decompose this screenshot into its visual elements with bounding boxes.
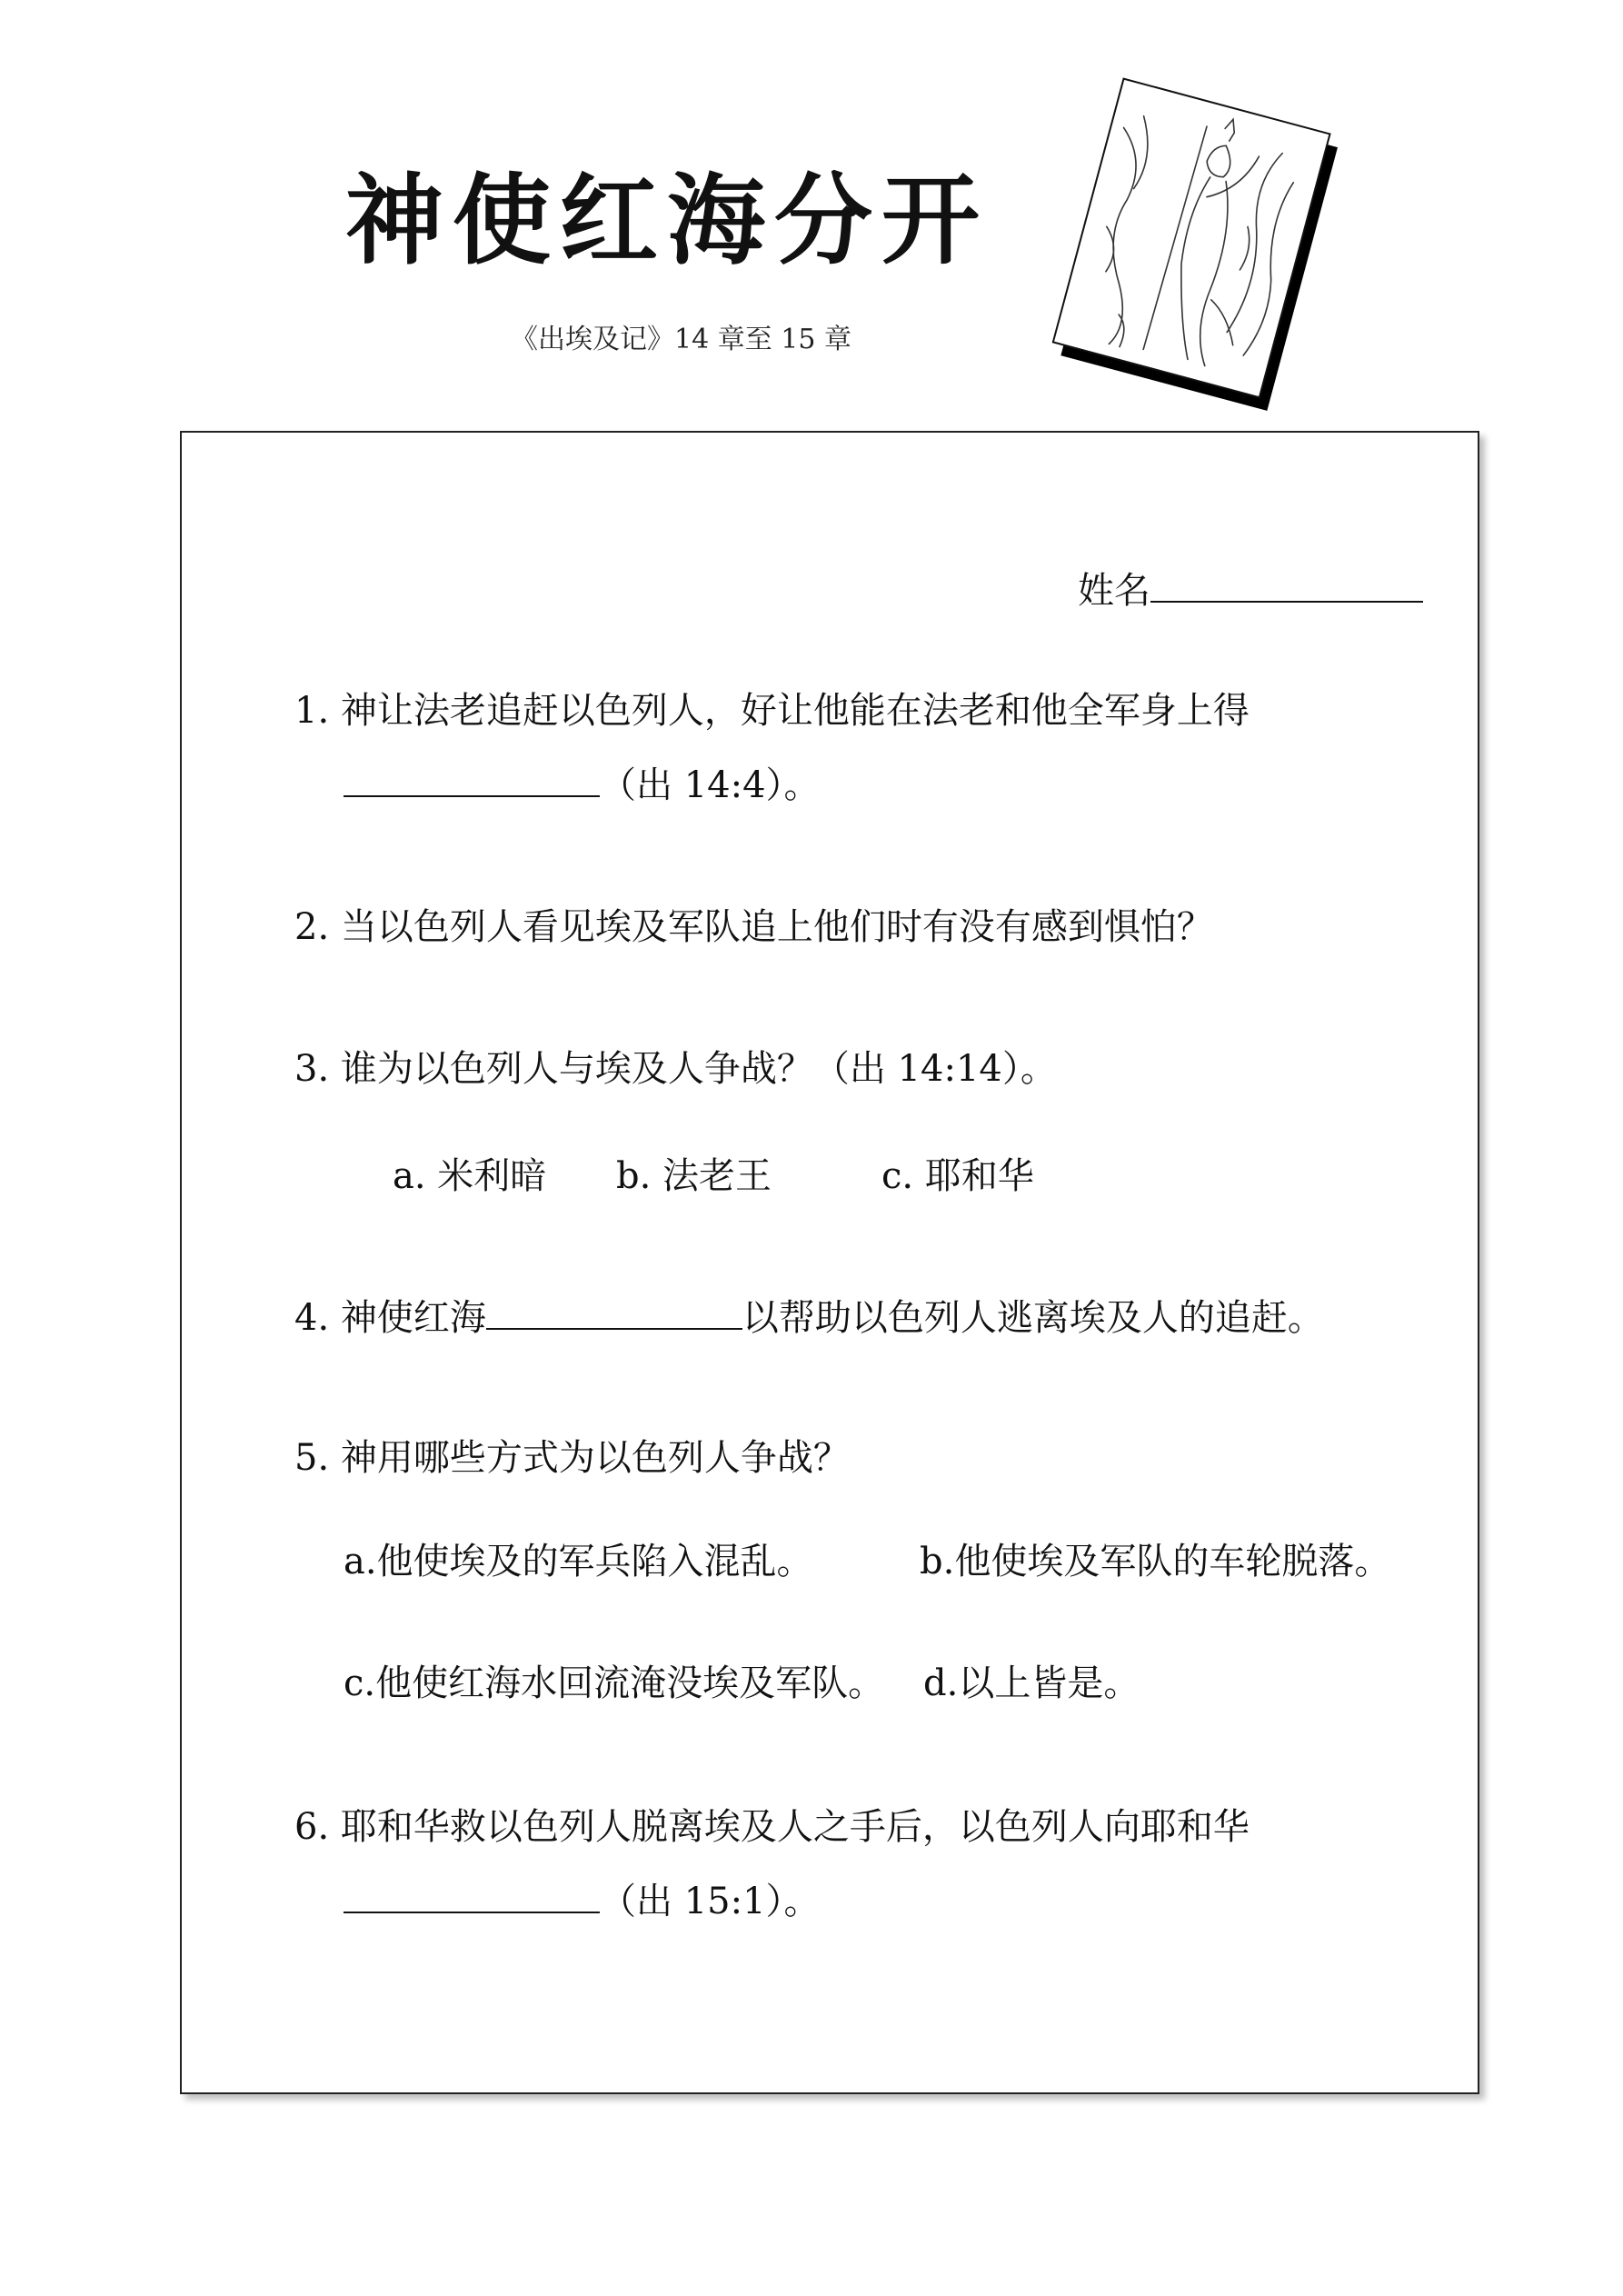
answer-blank[interactable]: [344, 1881, 600, 1913]
question-number: 4.: [294, 1297, 330, 1339]
question-number: 3.: [294, 1048, 330, 1090]
worksheet-box: [180, 431, 1479, 2094]
question-2: [294, 905, 1213, 949]
question-number: 6.: [294, 1806, 330, 1848]
question-text: 神让法老追赶以色列人，好让他能在法老和他全军身上得: [340, 690, 1250, 732]
question-text-after: 以帮助以色列人逃离埃及人的追赶。: [742, 1297, 1324, 1339]
question-4: [294, 1296, 1324, 1340]
question-3: [294, 1047, 1057, 1091]
question-5-option-d[interactable]: d.以上皆是。: [923, 1662, 1140, 1704]
question-number: 1.: [294, 690, 330, 732]
question-number: 2.: [294, 906, 330, 948]
question-1-answer-row: [344, 764, 821, 807]
question-number: 5.: [294, 1437, 330, 1479]
answer-blank[interactable]: [486, 1297, 742, 1330]
question-5-option-b[interactable]: b.他使埃及军队的车轮脱落。: [920, 1541, 1391, 1582]
moses-parting-sea-sketch-icon: [1041, 59, 1349, 423]
question-citation: （出 14:4）。: [600, 764, 821, 806]
answer-blank[interactable]: [344, 764, 600, 797]
question-text: 神用哪些方式为以色列人争战？: [340, 1437, 850, 1479]
question-3-option-a[interactable]: a. 米利暗: [393, 1155, 547, 1197]
question-5-option-c[interactable]: c.他使红海水回流淹没埃及军队。: [344, 1662, 885, 1704]
question-citation: （出 15:1）。: [600, 1881, 821, 1922]
question-1: [294, 689, 1250, 733]
question-6-answer-row: [344, 1880, 821, 1923]
scripture-reference: 《出埃及记》14 章至 15 章: [511, 324, 851, 355]
question-5-option-a[interactable]: a.他使埃及的军兵陷入混乱。: [344, 1541, 813, 1582]
question-text: 耶和华救以色列人脱离埃及人之手后，以色列人向耶和华: [340, 1806, 1250, 1848]
question-text-before: 神使红海: [340, 1297, 486, 1339]
name-label: 姓名: [1078, 570, 1150, 612]
page-title: 神使红海分开: [345, 165, 990, 278]
question-text: 当以色列人看见埃及军队追上他们时有没有感到惧怕？: [340, 906, 1213, 948]
question-3-option-b[interactable]: b. 法老王: [616, 1155, 772, 1197]
name-row: [1078, 569, 1423, 613]
name-blank[interactable]: [1150, 570, 1423, 603]
question-3-option-c[interactable]: c. 耶和华: [881, 1155, 1034, 1197]
question-text: 谁为以色列人与埃及人争战？（出 14:14）。: [340, 1048, 1057, 1090]
question-6: [294, 1805, 1250, 1849]
question-5: [294, 1436, 850, 1480]
